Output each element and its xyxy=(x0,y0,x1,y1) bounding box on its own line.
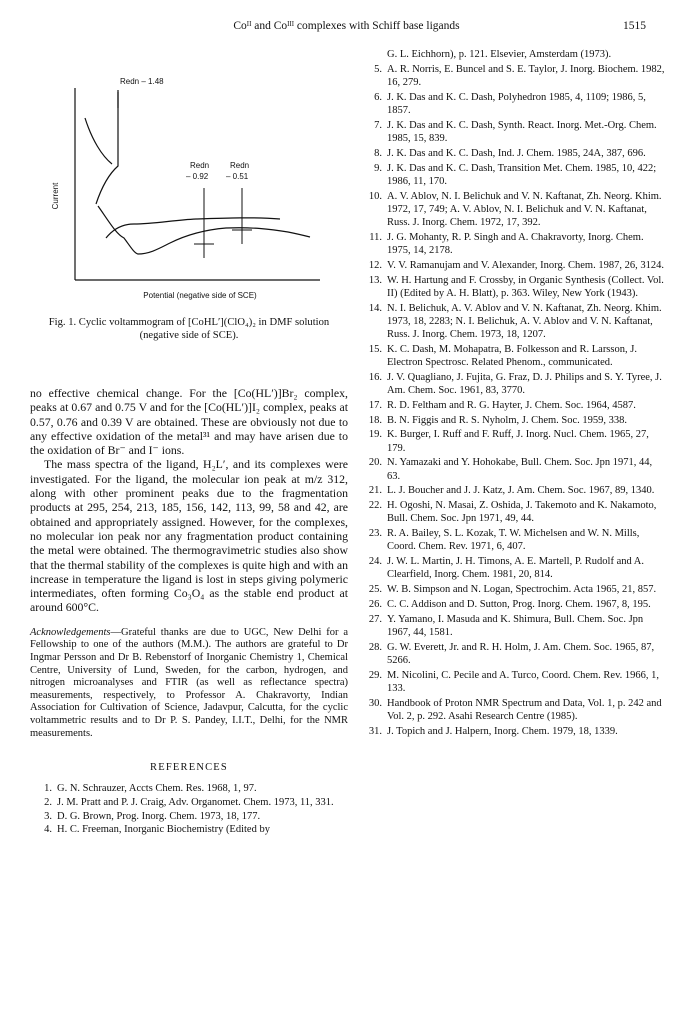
peak-label-3b: – 0.51 xyxy=(226,172,249,181)
reference-continuation: G. L. Eichhorn), p. 121. Elsevier, Amsterdam (1973). xyxy=(387,49,612,60)
reference-item: 31. J. Topich and J. Halpern, Inorg. Chem. 1979, 18, 1339. xyxy=(368,725,618,737)
references-list-left xyxy=(30,783,348,837)
references-heading: REFERENCES xyxy=(150,762,228,774)
reference-item: 13. W. H. Hartung and F. Crossby, in Organic Synthesis (Collect. Vol. II) (Edited by A. H. Blatt), p. 363. Wiley, New York (1943). xyxy=(368,274,664,299)
reference-item: 27. Y. Yamano, I. Masuda and K. Shimura, Bull. Chem. Soc. Jpn 1967, 44, 1581. xyxy=(368,613,644,638)
reference-item: 6. J. K. Das and K. C. Dash, Polyhedron 1985, 4, 1109; 1986, 5, 1857. xyxy=(374,91,646,116)
acknowledgements xyxy=(30,627,348,740)
reference-item: 24. J. W. L. Martin, J. H. Timons, A. E. Martell, P. Rudolf and A. Clearfield, Inorg. Chem. 1981, 20, 814. xyxy=(368,556,644,581)
reference-item: 12. V. V. Ramanujam and V. Alexander, Inorg. Chem. 1987, 26, 3124. xyxy=(368,259,664,271)
body-text xyxy=(30,386,348,615)
reference-item: 26. C. C. Addison and D. Sutton, Prog. Inorg. Chem. 1967, 8, 195. xyxy=(368,598,651,610)
paragraph: The mass spectra of the ligand, H₂L′, and its complexes were investigated. For the ligand, the molecular ion peak at m/z 312, along with other prominent peaks due to the fragmentation products at 295, 254, 213, 185, 156, 142, 113, 99, 58 and 42, are obtained and appropriately assigned. However, for the complexes, no molecular ion peak nor any fragmentation product containing the metal were obtained. The thermogravimetric studies also show that the thermal stability of the complexes is quite high and with an increase in temperature the ligand is lost in steps giving polymeric intermediates, often forming Co₃O₄ as the stable end product at around 600°C. xyxy=(30,457,348,615)
reference-item: 21. L. J. Boucher and J. J. Katz, J. Am. Chem. Soc. 1967, 89, 1340. xyxy=(368,485,655,497)
reference-item: 4. H. C. Freeman, Inorganic Biochemistry (Edited by xyxy=(44,824,270,836)
left-column xyxy=(30,48,348,838)
reference-item: 22. H. Ogoshi, N. Masai, Z. Oshida, J. Takemoto and K. Nakamoto, Bull. Chem. Soc. Jpn 1971, 49, 44. xyxy=(368,500,657,525)
references-list-right xyxy=(360,63,665,738)
reference-item: 16. J. V. Quagliano, J. Fujita, G. Fraz, D. J. Philips and S. Y. Tyree, J. Am. Chem. Soc. 1961, 83, 3770. xyxy=(368,371,662,396)
reference-item: 15. K. C. Dash, M. Mohapatra, B. Folkesson and R. Larsson, J. Electron Spectrosc. Related Phenom., communicated. xyxy=(368,343,637,368)
reference-item: 23. R. A. Bailey, S. L. Kozak, T. W. Michelsen and W. N. Mills, Coord. Chem. Rev. 1971, 6, 407. xyxy=(368,528,640,553)
reference-item: 28. G. W. Everett, Jr. and R. H. Holm, J. Am. Chem. Soc. 1965, 87, 5266. xyxy=(368,641,655,666)
reference-item: 18. B. N. Figgis and R. S. Nyholm, J. Chem. Soc. 1959, 338. xyxy=(368,414,628,426)
reference-item: 9. J. K. Das and K. C. Dash, Transition Met. Chem. 1985, 10, 422; 1986, 11, 170. xyxy=(374,162,657,187)
peak-label-1: Redn – 1.48 xyxy=(120,77,164,86)
page-number: 1515 xyxy=(623,20,646,32)
reference-item: 3. D. G. Brown, Prog. Inorg. Chem. 1973, 18, 177. xyxy=(44,810,261,822)
peak-label-2a: Redn xyxy=(190,161,210,170)
reference-item: 7. J. K. Das and K. C. Dash, Synth. React. Inorg. Met.-Org. Chem. 1985, 15, 839. xyxy=(374,119,657,144)
reference-item: 29. M. Nicolini, C. Pecile and A. Turco, Coord. Chem. Rev. 1966, 1, 133. xyxy=(368,669,660,694)
trace-reduction-peak xyxy=(96,92,118,204)
reference-item: 25. W. B. Simpson and N. Logan, Spectrochim. Acta 1965, 21, 857. xyxy=(368,584,657,596)
voltammogram-plot xyxy=(30,48,348,310)
acknowledgements-text: —Grateful thanks are due to UGC, New Delhi for a Fellowship to one of the authors (M.M.). The authors are grateful to Dr Ingmar Persson and Dr B. Rebenstorf of Inorganic Chemistry 1, Chemical Centre, University of Lund, Sweden, for the carbon, hydrogen, and nitrogen microanalyses and FTIR (as well as reflectance spectra) measurements, respectively, to Professor A. Chakravorty, Indian Association for Cultivation of Science, Jadavpur, Calcutta, for the cyclic voltammetric results and to Dr P. S. Pandey, I.I.T., Delhi, for the NMR measurements. xyxy=(30,626,348,739)
reference-item: 1. G. N. Schrauzer, Accts Chem. Res. 1968, 1, 97. xyxy=(44,783,257,795)
reference-item: 20. N. Yamazaki and Y. Hohokabe, Bull. Chem. Soc. Jpn 1971, 44, 63. xyxy=(368,457,653,482)
x-axis-label: Potential (negative side of SCE) xyxy=(143,291,257,300)
right-column xyxy=(360,48,665,740)
reference-item: 2. J. M. Pratt and P. J. Craig, Adv. Organomet. Chem. 1973, 11, 331. xyxy=(44,796,334,808)
reference-item: 8. J. K. Das and K. C. Dash, Ind. J. Chem. 1985, 24A, 387, 696. xyxy=(374,147,646,159)
running-header xyxy=(0,20,693,38)
figure-cyclic-voltammogram xyxy=(30,48,348,310)
trace-upper-descent xyxy=(85,118,112,164)
acknowledgements-label: Acknowledgements xyxy=(30,626,111,638)
reference-item: 5. A. R. Norris, E. Buncel and S. E. Taylor, J. Inorg. Biochem. 1982, 16, 279. xyxy=(374,63,665,88)
figure-caption: Fig. 1. Cyclic voltammogram of [CoHL′](ClO₄)₂ in DMF solution (negative side of SCE). xyxy=(48,317,330,341)
reference-item: 10. A. V. Ablov, N. I. Belichuk and V. N. Kaftanat, Zh. Neorg. Khim. 1972, 17, 749; A. V. Ablov, N. I. Belichuk and V. N. Kaftanat, Russ. J. Inorg. Chem. 1972, 17, 392. xyxy=(368,190,662,228)
reference-item: 19. K. Burger, I. Ruff and F. Ruff, J. Inorg. Nucl. Chem. 1965, 27, 179. xyxy=(368,429,649,454)
peak-label-3a: Redn xyxy=(230,161,250,170)
reference-item: 14. N. I. Belichuk, A. V. Ablov and V. N. Kaftanat, Zh. Neorg. Khim. 1973, 18, 2283; N. I. Belichuk, A. V. Ablov and V. N. Kaftanat, Russ. J. Inorg. Chem. 1973, 18, 1207. xyxy=(368,302,662,340)
reference-item: 30. Handbook of Proton NMR Spectrum and Data, Vol. 1, p. 242 and Vol. 2, p. 292. Asahi Research Centre (1985). xyxy=(368,697,662,722)
reference-item: 17. R. D. Feltham and R. G. Hayter, J. Chem. Soc. 1964, 4587. xyxy=(368,399,636,411)
reference-item: 11. J. G. Mohanty, R. P. Singh and A. Chakravorty, Inorg. Chem. 1975, 14, 2178. xyxy=(369,231,644,256)
y-axis-label: Current xyxy=(51,182,60,210)
peak-label-2b: – 0.92 xyxy=(186,172,209,181)
running-title: Coᴵᴵ and Coᴵᴵᴵ complexes with Schiff base ligands xyxy=(233,20,460,32)
paragraph: no effective chemical change. For the [Co(HL′)]Br₂ complex, peaks at 0.67 and 0.75 V and for the [Co(HL′)]I₂ complex, peaks at 0.57, 0.76 and 0.39 V are obtained. These are obviously not due to any effective oxidation of the metal³¹ and may have arisen due to the oxidation of Br⁻ and I⁻ ions. xyxy=(30,386,348,458)
